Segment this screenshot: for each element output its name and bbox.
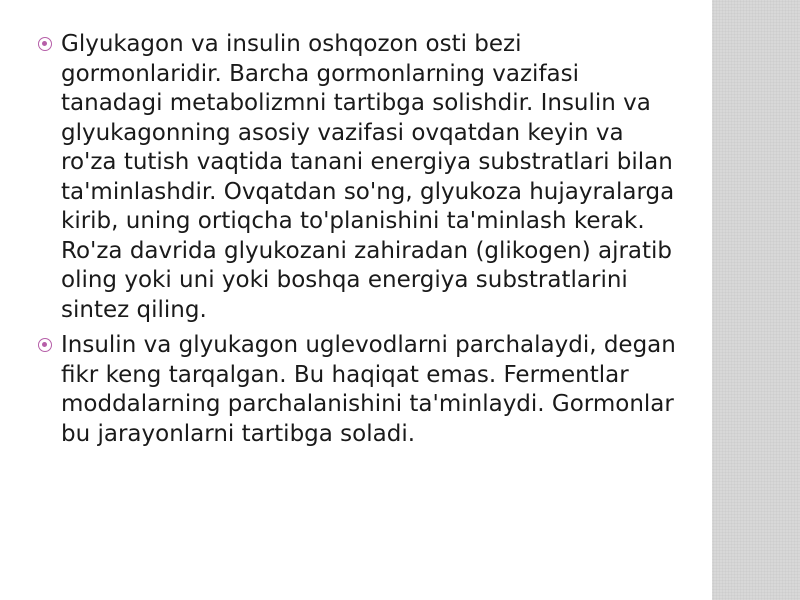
bullet-text: Insulin va glyukagon uglevodlarni parchalaydi, degan fikr keng tarqalgan. Bu haqiqat emas. Fermentlar moddalarning parchalanishini ta'minlaydi. Gormonlar bu jarayonlarni tartibga soladi.	[61, 332, 676, 447]
bullet-text: Glyukagon va insulin oshqozon osti bezi gormonlaridir. Barcha gormonlarning vazifasi tanadagi metabolizmni tartibga solishdir. Insulin va glyukagonning asosiy vazifasi ovqatdan keyin va ro'za tutish vaqtida tanani energiya substratlari bilan ta'minlashdir. Ovqatdan so'ng, glyukoza hujayralarga kirib, uning ortiqcha to'planishini ta'minlash kerak. Ro'za davrida glyukozani zahiradan (glikogen) ajratib oling yoki uni yoki boshqa energiya substratlarini sintez qiling.	[61, 31, 675, 323]
side-bar	[712, 0, 800, 600]
bullet-item-1	[38, 30, 678, 325]
circle-bullet-icon	[38, 37, 52, 51]
circle-bullet-icon	[38, 338, 52, 352]
bullet-list	[38, 30, 678, 455]
bullet-item-2	[38, 331, 678, 449]
